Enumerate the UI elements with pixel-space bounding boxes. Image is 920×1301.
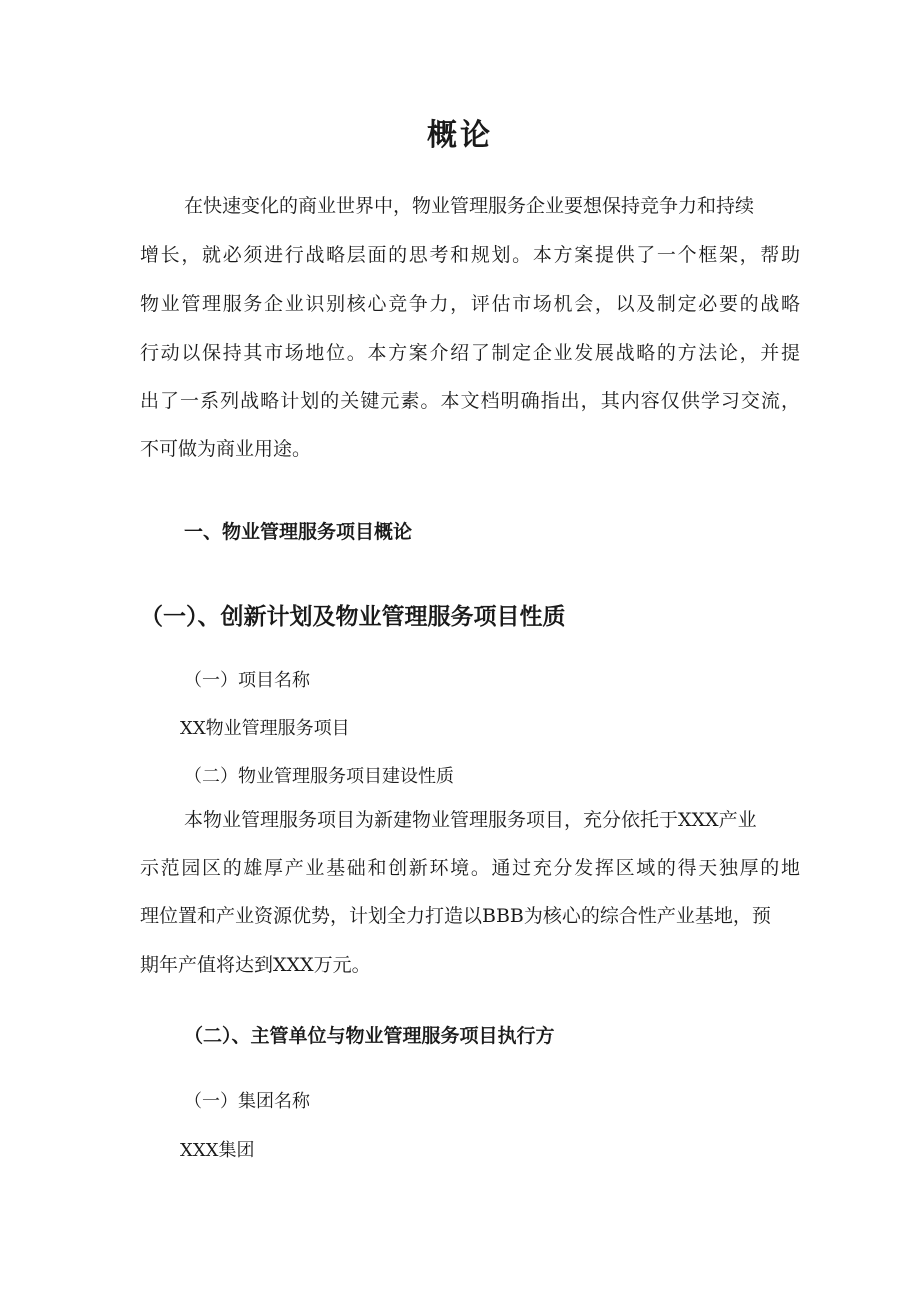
intro-line-6: 不可做为商业用途。	[140, 438, 312, 460]
subsection-heading-2: （二）、主管单位与物业管理服务项目执行方	[184, 1025, 555, 1047]
page-title: 概论	[427, 118, 493, 153]
subsection-heading-1: （一）、创新计划及物业管理服务项目性质	[140, 603, 566, 630]
item-label-project-name: （一）项目名称	[184, 670, 310, 691]
nature-line-4: 期年产值将达到XXX万元。	[140, 954, 371, 976]
intro-line-4: 行动以保持其市场地位。本方案介绍了制定企业发展战略的方法论，并提	[140, 342, 800, 364]
nature-line-2: 示范园区的雄厚产业基础和创新环境。通过充分发挥区域的得天独厚的地	[140, 857, 800, 879]
nature-line-3: 理位置和产业资源优势，计划全力打造以BBB为核心的综合性产业基地，预	[140, 905, 771, 927]
item-label-group-name: （一）集团名称	[184, 1091, 310, 1112]
intro-line-2: 增长，就必须进行战略层面的思考和规划。本方案提供了一个框架，帮助	[140, 244, 800, 266]
intro-line-3: 物业管理服务企业识别核心竞争力，评估市场机会，以及制定必要的战略	[140, 293, 800, 315]
intro-line-1: 在快速变化的商业世界中，物业管理服务企业要想保持竞争力和持续	[184, 195, 755, 217]
item-label-project-nature: （二）物业管理服务项目建设性质	[184, 766, 454, 787]
item-value-group-name: XXX集团	[180, 1140, 255, 1161]
nature-line-1: 本物业管理服务项目为新建物业管理服务项目，充分依托于XXX产业	[184, 809, 757, 831]
item-value-project-name: XX物业管理服务项目	[180, 718, 350, 739]
intro-line-5: 出了一系列战略计划的关键元素。本文档明确指出，其内容仅供学习交流，	[140, 390, 800, 412]
section-heading: 一、物业管理服务项目概论	[184, 521, 413, 543]
